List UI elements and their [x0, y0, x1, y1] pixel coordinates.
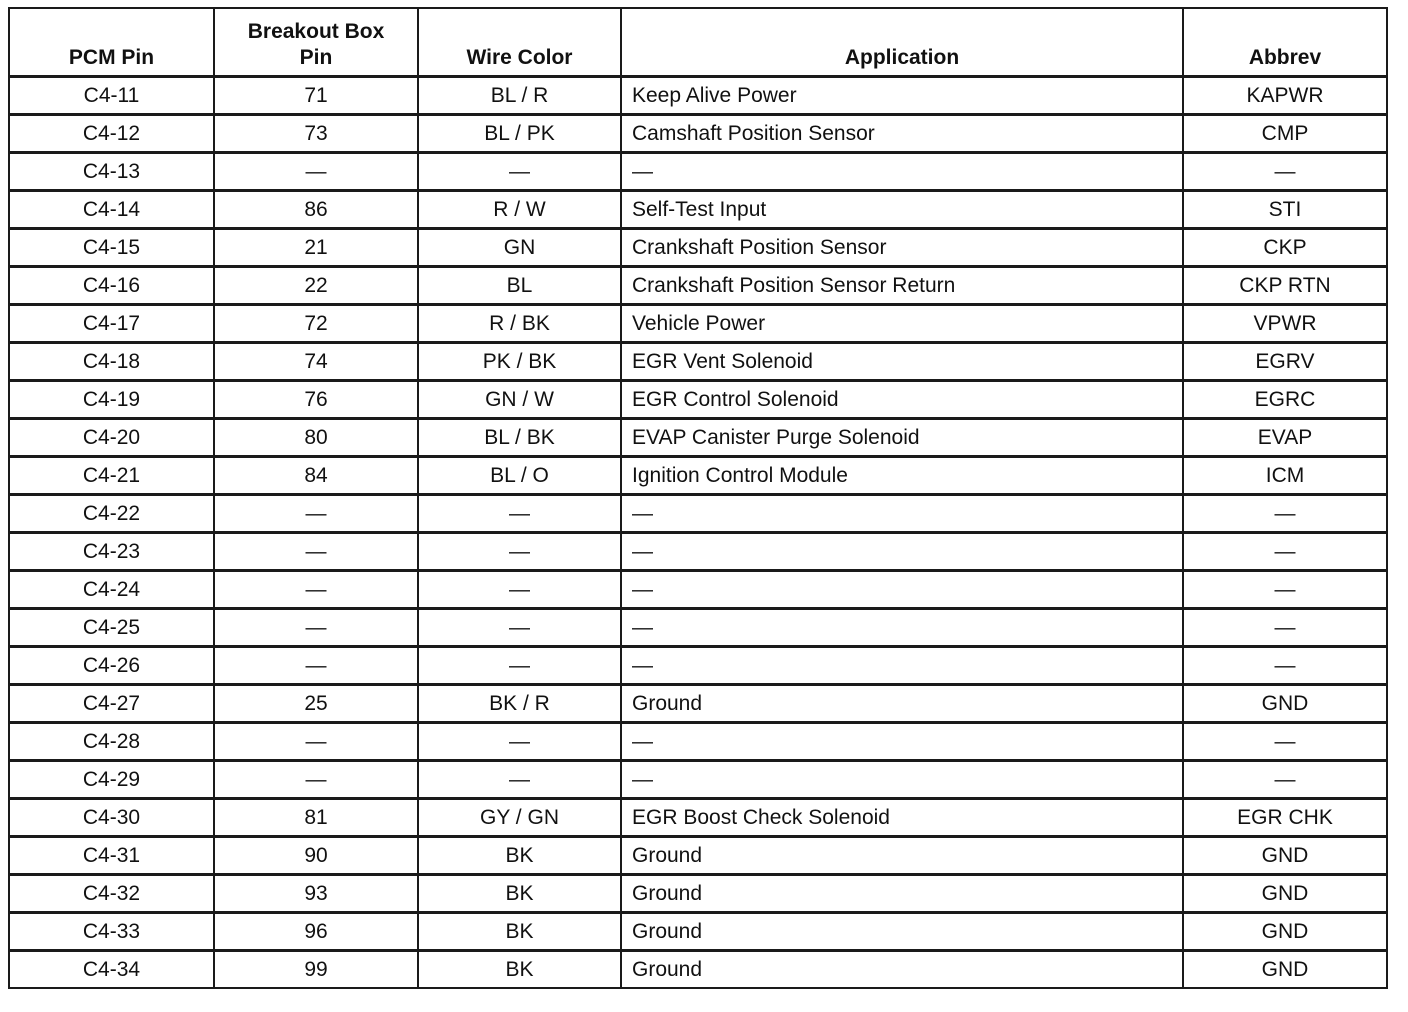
cell-application: Self-Test Input — [621, 191, 1183, 229]
cell-application: Ignition Control Module — [621, 457, 1183, 495]
table-row — [9, 381, 1387, 419]
cell-wire-color: GN / W — [418, 381, 621, 419]
cell-pcm-pin: C4-21 — [9, 457, 214, 495]
cell-pcm-pin: C4-22 — [9, 495, 214, 533]
cell-breakout-box-pin: 86 — [214, 191, 418, 229]
cell-pcm-pin: C4-34 — [9, 951, 214, 989]
cell-wire-color: — — [418, 647, 621, 685]
cell-pcm-pin: C4-11 — [9, 77, 214, 115]
cell-abbrev: — — [1183, 647, 1387, 685]
cell-abbrev: — — [1183, 533, 1387, 571]
cell-application: Vehicle Power — [621, 305, 1183, 343]
table-row — [9, 723, 1387, 761]
cell-abbrev: — — [1183, 609, 1387, 647]
cell-pcm-pin: C4-13 — [9, 153, 214, 191]
cell-application: Keep Alive Power — [621, 77, 1183, 115]
cell-wire-color: GN — [418, 229, 621, 267]
cell-abbrev: GND — [1183, 685, 1387, 723]
cell-application: Camshaft Position Sensor — [621, 115, 1183, 153]
cell-pcm-pin: C4-20 — [9, 419, 214, 457]
header-abbrev: Abbrev — [1183, 8, 1387, 77]
cell-application: Crankshaft Position Sensor — [621, 229, 1183, 267]
cell-breakout-box-pin: — — [214, 153, 418, 191]
cell-abbrev: CKP — [1183, 229, 1387, 267]
cell-wire-color: GY / GN — [418, 799, 621, 837]
cell-pcm-pin: C4-31 — [9, 837, 214, 875]
cell-pcm-pin: C4-19 — [9, 381, 214, 419]
table-header — [9, 8, 1387, 77]
cell-abbrev: EGRV — [1183, 343, 1387, 381]
table-row — [9, 267, 1387, 305]
cell-wire-color: PK / BK — [418, 343, 621, 381]
cell-abbrev: EGR CHK — [1183, 799, 1387, 837]
cell-application: Ground — [621, 913, 1183, 951]
cell-breakout-box-pin: 99 — [214, 951, 418, 989]
cell-pcm-pin: C4-32 — [9, 875, 214, 913]
cell-breakout-box-pin: 80 — [214, 419, 418, 457]
cell-wire-color: BK — [418, 837, 621, 875]
cell-breakout-box-pin: 76 — [214, 381, 418, 419]
cell-abbrev: — — [1183, 571, 1387, 609]
cell-wire-color: — — [418, 533, 621, 571]
table-row — [9, 343, 1387, 381]
cell-abbrev: — — [1183, 153, 1387, 191]
cell-abbrev: GND — [1183, 837, 1387, 875]
table-row — [9, 457, 1387, 495]
cell-breakout-box-pin: — — [214, 761, 418, 799]
cell-application: EGR Boost Check Solenoid — [621, 799, 1183, 837]
cell-wire-color: BL / BK — [418, 419, 621, 457]
cell-application: EGR Control Solenoid — [621, 381, 1183, 419]
cell-breakout-box-pin: 74 — [214, 343, 418, 381]
cell-wire-color: BK / R — [418, 685, 621, 723]
cell-pcm-pin: C4-14 — [9, 191, 214, 229]
cell-abbrev: EVAP — [1183, 419, 1387, 457]
pcm-pinout-document — [8, 7, 1386, 989]
table-row — [9, 571, 1387, 609]
cell-breakout-box-pin: — — [214, 609, 418, 647]
cell-wire-color: — — [418, 609, 621, 647]
cell-application: — — [621, 647, 1183, 685]
cell-application: EGR Vent Solenoid — [621, 343, 1183, 381]
table-row — [9, 77, 1387, 115]
table-row — [9, 647, 1387, 685]
cell-breakout-box-pin: 73 — [214, 115, 418, 153]
cell-wire-color: BL / O — [418, 457, 621, 495]
cell-wire-color: — — [418, 761, 621, 799]
cell-application: EVAP Canister Purge Solenoid — [621, 419, 1183, 457]
cell-application: Crankshaft Position Sensor Return — [621, 267, 1183, 305]
cell-pcm-pin: C4-30 — [9, 799, 214, 837]
cell-pcm-pin: C4-23 — [9, 533, 214, 571]
cell-application: Ground — [621, 837, 1183, 875]
table-row — [9, 419, 1387, 457]
cell-breakout-box-pin: — — [214, 533, 418, 571]
cell-breakout-box-pin: 90 — [214, 837, 418, 875]
table-row — [9, 685, 1387, 723]
table-row — [9, 115, 1387, 153]
cell-application: — — [621, 723, 1183, 761]
table-row — [9, 305, 1387, 343]
cell-wire-color: R / BK — [418, 305, 621, 343]
cell-application: — — [621, 571, 1183, 609]
cell-abbrev: — — [1183, 723, 1387, 761]
cell-abbrev: — — [1183, 495, 1387, 533]
cell-wire-color: BL / PK — [418, 115, 621, 153]
cell-wire-color: R / W — [418, 191, 621, 229]
cell-pcm-pin: C4-17 — [9, 305, 214, 343]
cell-wire-color: BK — [418, 913, 621, 951]
cell-wire-color: BK — [418, 951, 621, 989]
cell-abbrev: KAPWR — [1183, 77, 1387, 115]
table-row — [9, 837, 1387, 875]
cell-abbrev: GND — [1183, 875, 1387, 913]
cell-breakout-box-pin: — — [214, 723, 418, 761]
table-row — [9, 609, 1387, 647]
cell-application: — — [621, 761, 1183, 799]
cell-breakout-box-pin: 72 — [214, 305, 418, 343]
cell-pcm-pin: C4-25 — [9, 609, 214, 647]
cell-application: — — [621, 153, 1183, 191]
pcm-pinout-table — [8, 7, 1388, 989]
cell-pcm-pin: C4-15 — [9, 229, 214, 267]
cell-pcm-pin: C4-29 — [9, 761, 214, 799]
cell-application: Ground — [621, 875, 1183, 913]
cell-wire-color: — — [418, 571, 621, 609]
cell-breakout-box-pin: — — [214, 495, 418, 533]
cell-pcm-pin: C4-12 — [9, 115, 214, 153]
cell-application: Ground — [621, 685, 1183, 723]
cell-pcm-pin: C4-18 — [9, 343, 214, 381]
cell-breakout-box-pin: 25 — [214, 685, 418, 723]
header-breakout-box-pin: Breakout Box Pin — [214, 8, 418, 77]
cell-abbrev: VPWR — [1183, 305, 1387, 343]
cell-wire-color: BL — [418, 267, 621, 305]
cell-application: — — [621, 609, 1183, 647]
cell-breakout-box-pin: 84 — [214, 457, 418, 495]
cell-pcm-pin: C4-24 — [9, 571, 214, 609]
cell-abbrev: EGRC — [1183, 381, 1387, 419]
cell-pcm-pin: C4-33 — [9, 913, 214, 951]
cell-breakout-box-pin: 22 — [214, 267, 418, 305]
cell-pcm-pin: C4-16 — [9, 267, 214, 305]
cell-breakout-box-pin: 93 — [214, 875, 418, 913]
header-row — [9, 8, 1387, 77]
cell-application: Ground — [621, 951, 1183, 989]
cell-abbrev: GND — [1183, 913, 1387, 951]
table-row — [9, 533, 1387, 571]
table-row — [9, 761, 1387, 799]
table-body — [9, 77, 1387, 989]
cell-breakout-box-pin: — — [214, 647, 418, 685]
table-row — [9, 951, 1387, 989]
table-row — [9, 799, 1387, 837]
cell-wire-color: BK — [418, 875, 621, 913]
cell-application: — — [621, 533, 1183, 571]
cell-application: — — [621, 495, 1183, 533]
table-row — [9, 495, 1387, 533]
cell-breakout-box-pin: 21 — [214, 229, 418, 267]
cell-abbrev: STI — [1183, 191, 1387, 229]
cell-wire-color: — — [418, 495, 621, 533]
cell-pcm-pin: C4-27 — [9, 685, 214, 723]
cell-abbrev: GND — [1183, 951, 1387, 989]
table-row — [9, 191, 1387, 229]
cell-pcm-pin: C4-26 — [9, 647, 214, 685]
cell-abbrev: CMP — [1183, 115, 1387, 153]
cell-wire-color: — — [418, 723, 621, 761]
cell-wire-color: BL / R — [418, 77, 621, 115]
table-row — [9, 913, 1387, 951]
cell-breakout-box-pin: — — [214, 571, 418, 609]
cell-wire-color: — — [418, 153, 621, 191]
cell-breakout-box-pin: 96 — [214, 913, 418, 951]
cell-abbrev: ICM — [1183, 457, 1387, 495]
header-pcm-pin: PCM Pin — [9, 8, 214, 77]
table-row — [9, 229, 1387, 267]
header-wire-color: Wire Color — [418, 8, 621, 77]
cell-abbrev: — — [1183, 761, 1387, 799]
cell-breakout-box-pin: 81 — [214, 799, 418, 837]
cell-pcm-pin: C4-28 — [9, 723, 214, 761]
cell-breakout-box-pin: 71 — [214, 77, 418, 115]
table-row — [9, 153, 1387, 191]
table-row — [9, 875, 1387, 913]
cell-abbrev: CKP RTN — [1183, 267, 1387, 305]
header-application: Application — [621, 8, 1183, 77]
